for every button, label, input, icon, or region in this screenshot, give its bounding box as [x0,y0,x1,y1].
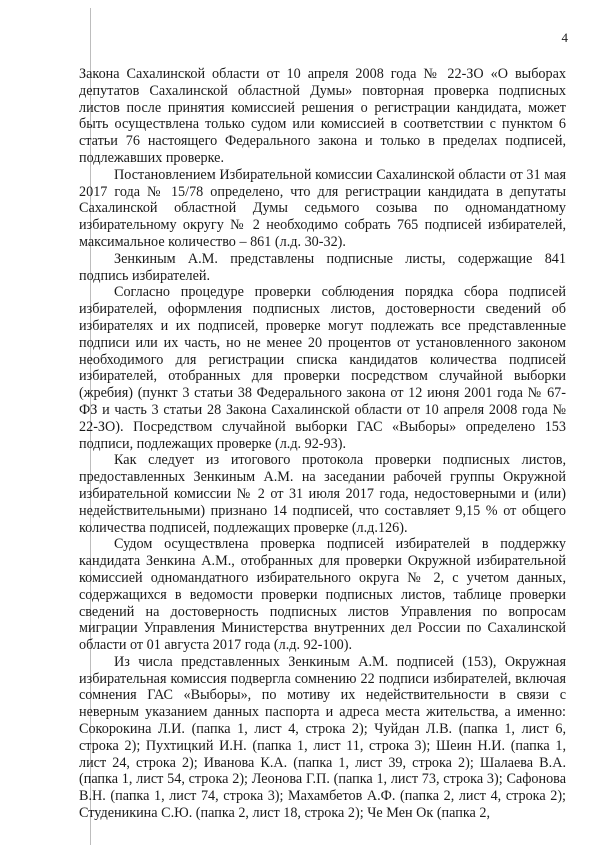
paragraph-law-reference: Закона Сахалинской области от 10 апреля 2008 года № 22-ЗО «О выборах депутатов Сахалинской областной Думы» повторная проверка подписных листов после принятия комиссией решения о регистрации кандидата, может быть осуществлена только судом или комиссией в соответствии с пунктом 6 статьи 76 настоящего Федерального закона и только в пределах подписей, подлежавших проверке. [79,66,566,166]
paragraph-final-protocol: Как следует из итогового протокола проверки подписных листов, предоставленных Зенкиным А.М. на заседании рабочей группы Окружной избирательной комиссии № 2 от 31 июля 2017 года, недостоверными и (или) недействительными) признано 14 подписей, что составляет 9,15 % от общего количества подписей, подлежащих проверке (л.д.126). [79,452,566,536]
paragraph-disputed-signatures: Из числа представленных Зенкиным А.М. подписей (153), Окружная избирательная комиссия подвергла сомнению 22 подписи избирателей, включая сомнения ГАС «Выборы», по мотиву их недействительности в связи с неверным указанием данных паспорта и адреса места жительства, а именно: Сокорокина Л.И. (папка 1, лист 4, строка 2); Чуйдан Л.В. (папка 1, лист 6, строка 2); Пухтицкий И.Н. (папка 1, лист 11, строка 3); Шеин Н.И. (папка 1, лист 24, строка 2); Иванова К.А. (папка 1, лист 39, строка 2); Шалаева В.А. (папка 1, лист 54, строка 2); Леонова Г.П. (папка 1, лист 73, строка 3); Сафонова В.Н. (папка 1, лист 74, строка 3); Махамбетов А.Ф. (папка 2, лист 4, строка 2); Студеникина С.Ю. (папка 2, лист 18, строка 2); Че Мен Ок (папка 2, [79,653,566,822]
paragraph-verification-procedure: Согласно процедуре проверки соблюдения порядка сбора подписей избирателей, оформления подписных листов, достоверности сведений об избирателях и их подписей, проверке могут подлежать все представленные подписи или их часть, но не менее 20 процентов от установленного законом необходимого для регистрации списка кандидатов количества подписей избирателей, отобранных для проверки посредством случайной выборки (жребия) (пункт 3 статьи 38 Федерального закона от 12 июня 2001 года № 67-ФЗ и часть 3 статьи 28 Закона Сахалинской области от 10 апреля 2008 года № 22-ЗО). Посредством случайной выборки ГАС «Выборы» определено 153 подписи, подлежащих проверке (л.д. 92-93). [79,284,566,452]
paragraph-resolution: Постановлением Избирательной комиссии Сахалинской области от 31 мая 2017 года № 15/78 определено, что для регистрации кандидата в депутаты Сахалинской областной Думы седьмого созыва по одномандатному избирательному округу № 2 необходимо собрать 765 подписей избирателей, максимальное количество – 861 (л.д. 30-32). [79,166,566,250]
document-body [79,66,566,822]
paragraph-court-verification: Судом осуществлена проверка подписей избирателей в поддержку кандидата Зенкина А.М., отобранных для проверки Окружной избирательной комиссией одномандатного избирательного округа № 2, с учетом данных, содержащихся в ведомости проверки подписных листов, таблице проверки сведений на достоверность подписных листов Управления по вопросам миграции Управления Министерства внутренних дел России по Сахалинской области от 01 августа 2017 года (л.д. 92-100). [79,536,566,654]
page-number: 4 [561,30,568,45]
paragraph-submitted-signatures: Зенкиным А.М. представлены подписные листы, содержащие 841 подпись избирателей. [79,250,566,284]
